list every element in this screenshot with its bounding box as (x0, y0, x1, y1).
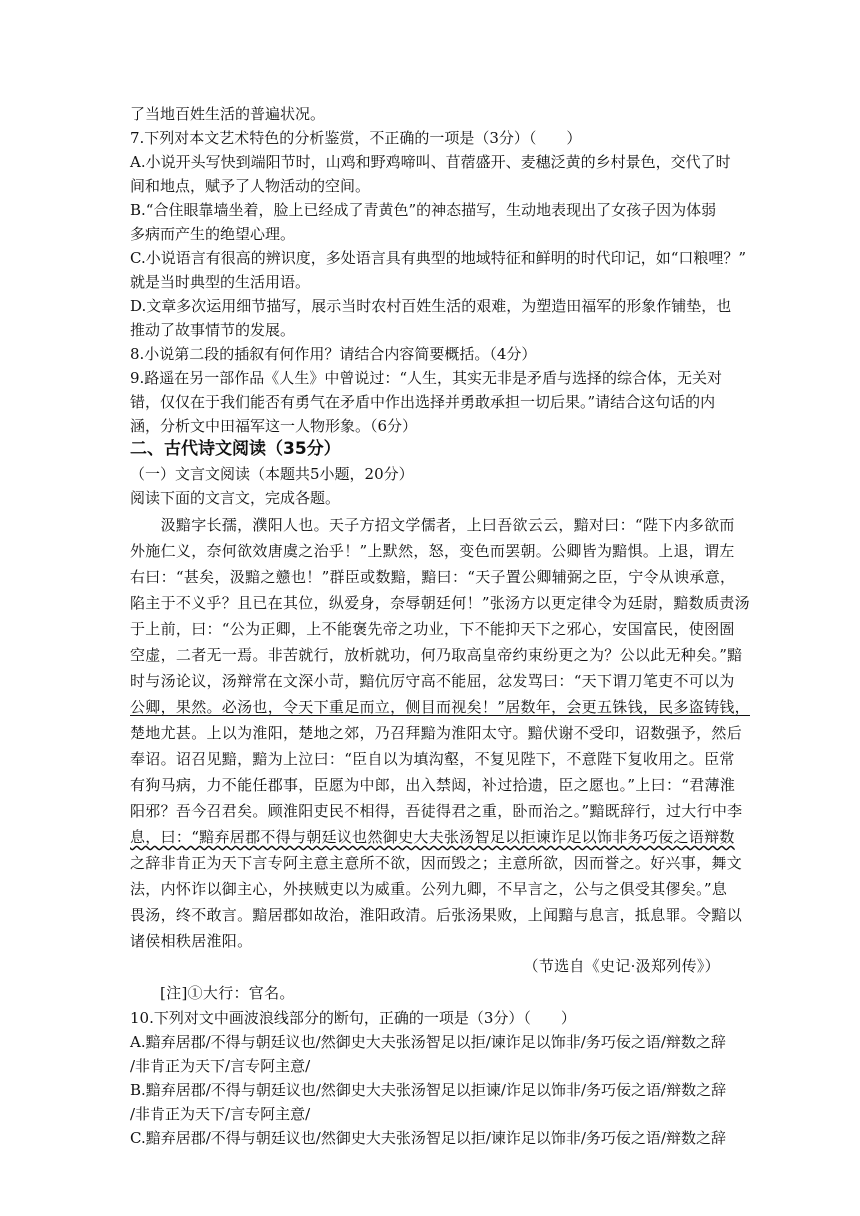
option-c: C.黯弃居郡/不得与朝廷议也/然御史大夫张汤智足以拒/谏诈足以饰非/务巧佞之语/辩数之辞 (130, 1129, 726, 1147)
passage-line: 楚地尤甚。上以为淮阳，楚地之郊，乃召拜黯为淮阳太守。黯伏谢不受印，诏数强予，然后 (130, 724, 743, 742)
passage-line: 汲黯字长孺，濮阳人也。天子方招文学儒者，上曰吾欲云云，黯对曰：“陛下内多欲而 (130, 516, 735, 534)
passage-line: 有狗马病，力不能任郡事，臣愿为中郎，出入禁闼，补过拾遗，臣之愿也。”上曰：“君薄淮 (130, 776, 736, 794)
text-line: 了当地百姓生活的普遍状况。 (130, 105, 326, 123)
option-b: B.黯弃居郡/不得与朝廷议也/然御史大夫张汤智足以拒谏/诈足以饰非/务巧佞之语/辩数之辞 (130, 1081, 727, 1099)
option-a: A.黯弃居郡/不得与朝廷议也/然御史大夫张汤智足以拒/谏诈足以饰非/务巧佞之语/辩数之辞 (130, 1033, 726, 1051)
option-d-cont: 推动了故事情节的发展。 (130, 321, 296, 339)
question-10: 10.下列对文中画波浪线部分的断句，正确的一项是（3分）（ ） (130, 1009, 576, 1027)
option-c-cont: 就是当时典型的生活用语。 (130, 273, 311, 291)
option-b-cont: /非肯正为天下/言专阿主意/ (130, 1105, 311, 1123)
passage-line: 奉诏。诏召见黯，黯为上泣曰：“臣自以为填沟壑，不复见陛下，不意陛下复收用之。臣常 (130, 750, 735, 768)
question-7: 7.下列对本文艺术特色的分析鉴赏，不正确的一项是（3分）（ ） (130, 129, 582, 147)
passage-line-wavy: 息，曰：“黯弃居郡不得与朝廷议也然御史大夫张汤智足以拒谏诈足以饰非务巧佞之语辩数 (130, 828, 735, 846)
passage-line: 右曰：“甚矣，汲黯之戆也！”群臣或数黯，黯曰：“天子置公卿辅弼之臣，宁令从谀承意， (130, 568, 736, 586)
passage-line: 法，内怀诈以御主心，外挟贼吏以为威重。公列九卿，不早言之，公与之俱受其僇矣。”息 (130, 880, 728, 898)
question-8: 8.小说第二段的插叙有何作用？请结合内容简要概括。（4分） (130, 345, 537, 363)
annotation-note: [注]①大行：官名。 (160, 984, 295, 1002)
passage-line: 诸侯相秩居淮阳。 (130, 932, 253, 950)
option-c: C.小说语言有很高的辨识度，多处语言具有典型的地域特征和鲜明的时代印记，如“口粮哩？” (130, 249, 747, 267)
passage-line: 外施仁义，奈何欲效唐虞之治乎！”上默然，怒，变色而罢朝。公卿皆为黯惧。上退，谓左 (130, 542, 735, 560)
passage-line: 畏汤，终不敢言。黯居郡如故治，淮阳政清。后张汤果败，上闻黯与息言，抵息罪。令黯以 (130, 906, 743, 924)
passage-line: 于上前，曰：“公为正卿，上不能褒先帝之功业，下不能抑天下之邪心，安国富民，使囹圄 (130, 620, 735, 638)
option-d: D.文章多次运用细节描写，展示当时农村百姓生活的艰难，为塑造田福军的形象作铺垫，也 (130, 297, 732, 315)
passage-line: 之辞非肯正为天下言专阿主意主意所不欲，因而毁之；主意所欲，因而誉之。好兴事，舞文 (130, 854, 743, 872)
subsection-title: （一）文言文阅读（本题共5小题，20分） (130, 465, 414, 483)
option-b: B.“合住眼靠墙坐着，脸上已经成了青黄色”的神态描写，生动地表现出了女孩子因为体弱 (130, 201, 717, 219)
section-heading: 二、古代诗文阅读（35分） (130, 439, 341, 459)
source-note: （节选自《史记·汲郑列传》） (523, 957, 720, 975)
option-a-cont: 间和地点，赋予了人物活动的空间。 (130, 177, 371, 195)
option-b-cont: 多病而产生的绝望心理。 (130, 225, 296, 243)
passage-line: 阳邪？吾今召君矣。顾淮阳吏民不相得，吾徒得君之重，卧而治之。”黯既辞行，过大行中李 (130, 802, 743, 820)
passage-line-underlined: 公卿，果然。必汤也，令天下重足而立，侧目而视矣！”居数年，会更五铢钱，民多盗铸钱， (130, 698, 750, 716)
reading-instruction: 阅读下面的文言文，完成各题。 (130, 489, 341, 507)
option-a-cont: /非肯正为天下/言专阿主意/ (130, 1057, 311, 1075)
option-a: A.小说开头写快到端阳节时，山鸡和野鸡啼叫、苜蓿盛开、麦穗泛黄的乡村景色，交代了时 (130, 153, 731, 171)
passage-line: 陷主于不义乎？且已在其位，纵爱身，奈辱朝廷何！”张汤方以更定律令为廷尉，黯数质责汤 (130, 594, 750, 612)
passage-line: 空虚，二者无一焉。非苦就行，放析就功，何乃取高皇帝约束纷更之为？公以此无种矣。”黯 (130, 646, 743, 664)
question-9: 9.路遥在另一部作品《人生》中曾说过：“人生，其实无非是矛盾与选择的综合体，无关对 (130, 369, 722, 387)
question-9-cont: 错，仅仅在于我们能否有勇气在矛盾中作出选择并勇敢承担一切后果。”请结合这句话的内 (130, 393, 716, 411)
question-9-cont: 涵，分析文中田福军这一人物形象。（6分） (130, 417, 418, 435)
passage-line: 时与汤论议，汤辩常在文深小苛，黯伉厉守高不能屈，忿发骂曰：“天下谓刀笔吏不可以为 (130, 672, 735, 690)
